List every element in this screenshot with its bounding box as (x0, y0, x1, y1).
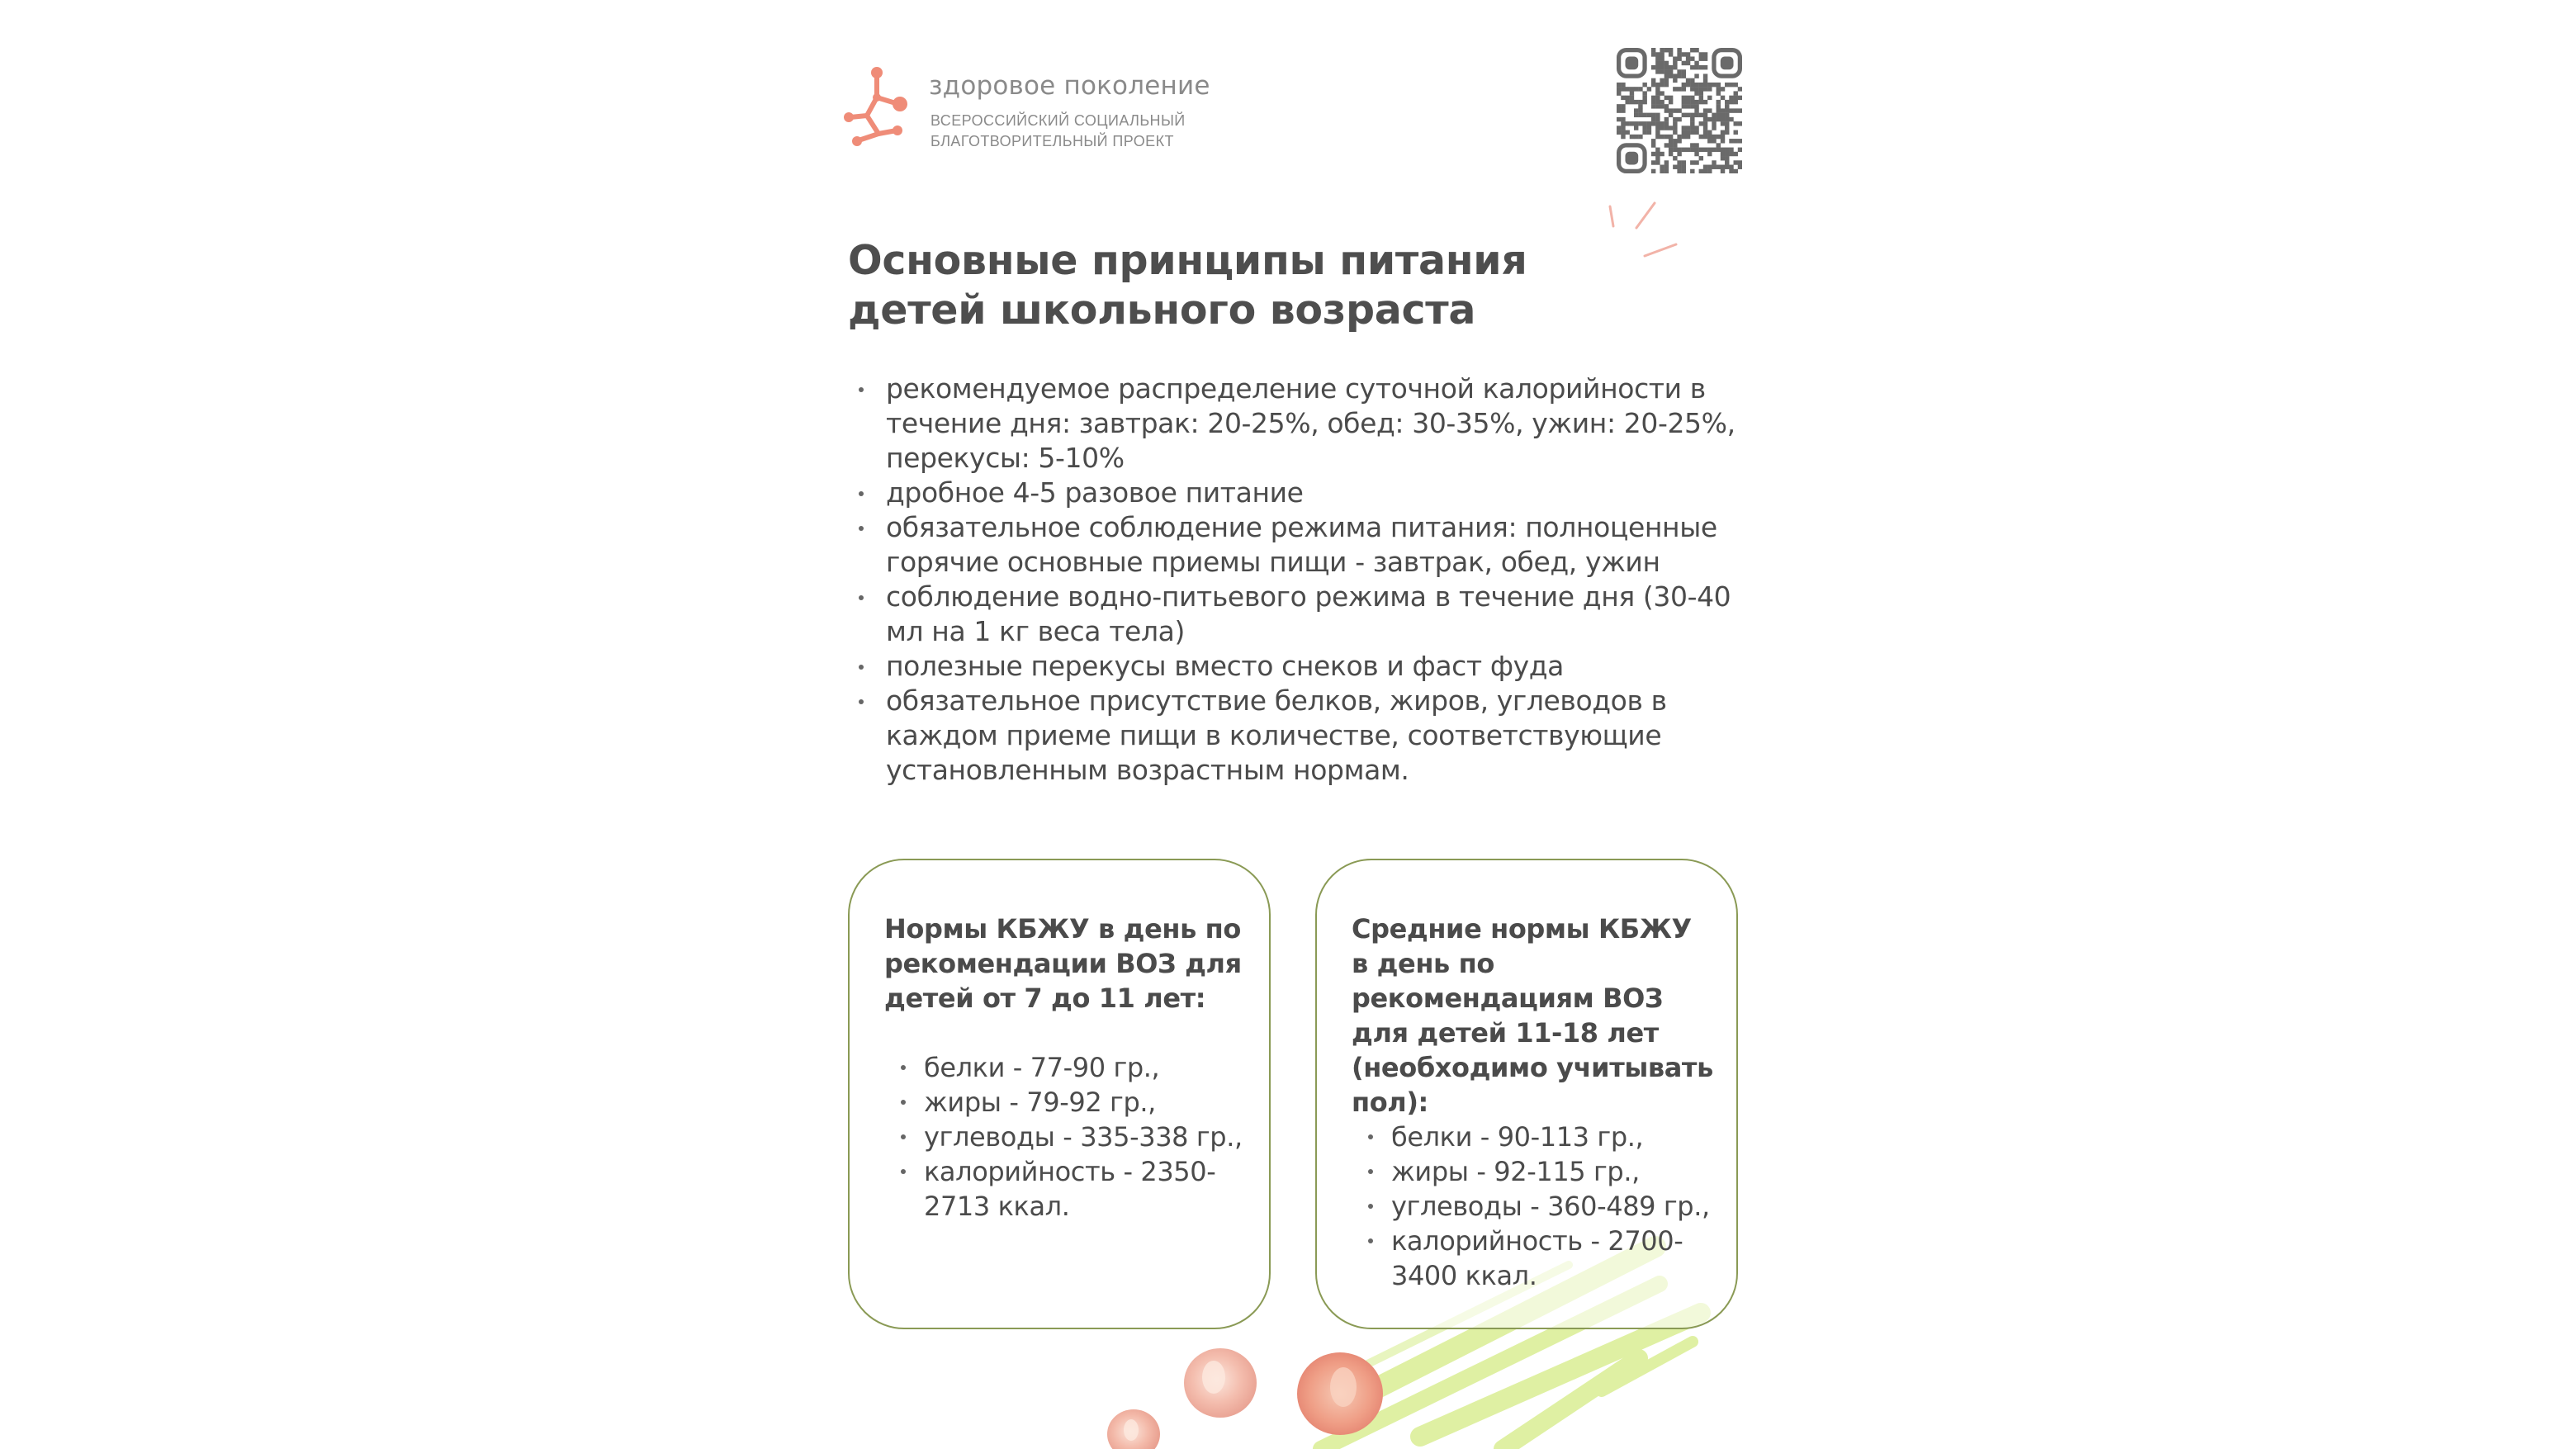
list-item: жиры - 79-92 гр., (884, 1085, 1264, 1120)
coral-berries (1107, 1348, 1383, 1449)
list-item: калорийность - 2700-3400 ккал. (1352, 1224, 1731, 1293)
principles-list (848, 372, 1740, 788)
norms-card-11-18 (1315, 859, 1738, 1329)
molecule-logo-icon (842, 64, 916, 147)
list-item: обязательное соблюдение режима питания: полноценные горячие основные приемы пищи - завтрак, обед, ужин (848, 510, 1740, 580)
card-title: Нормы КБЖУ в день по рекомендации ВОЗ для детей от 7 до 11 лет: (884, 913, 1242, 1014)
list-item: соблюдение водно-питьевого режима в течение дня (30-40 мл на 1 кг веса тела) (848, 580, 1740, 649)
brand-subtitle-line2: БЛАГОТВОРИТЕЛЬНЫЙ ПРОЕКТ (930, 133, 1174, 149)
list-item: калорийность - 2350-2713 ккал. (884, 1154, 1264, 1224)
list-item: рекомендуемое распределение суточной калорийности в течение дня: завтрак: 20-25%, обед: 30-35%, ужин: 20-25%, перекусы: 5-10% (848, 372, 1740, 476)
page-title: Основные принципы питания детей школьного возраста (848, 237, 1527, 334)
list-item: жиры - 92-115 гр., (1352, 1154, 1731, 1189)
brand-subtitle (930, 111, 1277, 152)
brand-name: здоровое поколение (929, 71, 1210, 101)
list-item: полезные перекусы вместо снеков и фаст фуда (848, 649, 1740, 684)
list-item: углеводы - 335-338 гр., (884, 1120, 1264, 1154)
norms-list (1352, 1120, 1731, 1293)
info-sheet (826, 0, 1750, 1449)
norms-card-7-11 (848, 859, 1271, 1329)
list-item: белки - 90-113 гр., (1352, 1120, 1731, 1154)
card-title: Средние нормы КБЖУ в день по рекомендациям ВОЗ для детей 11-18 лет (необходимо учитывать пол): (1352, 913, 1713, 1118)
list-item: углеводы - 360-489 гр., (1352, 1189, 1731, 1224)
list-item: обязательное присутствие белков, жиров, углеводов в каждом приеме пищи в количестве, соответствующие установленным возрастным нормам. (848, 684, 1740, 788)
qr-code-icon[interactable] (1617, 48, 1742, 173)
norms-list (884, 1050, 1264, 1224)
list-item: белки - 77-90 гр., (884, 1050, 1264, 1085)
brand-subtitle-line1: ВСЕРОССИЙСКИЙ СОЦИАЛЬНЫЙ (930, 112, 1186, 129)
list-item: дробное 4-5 разовое питание (848, 476, 1740, 510)
